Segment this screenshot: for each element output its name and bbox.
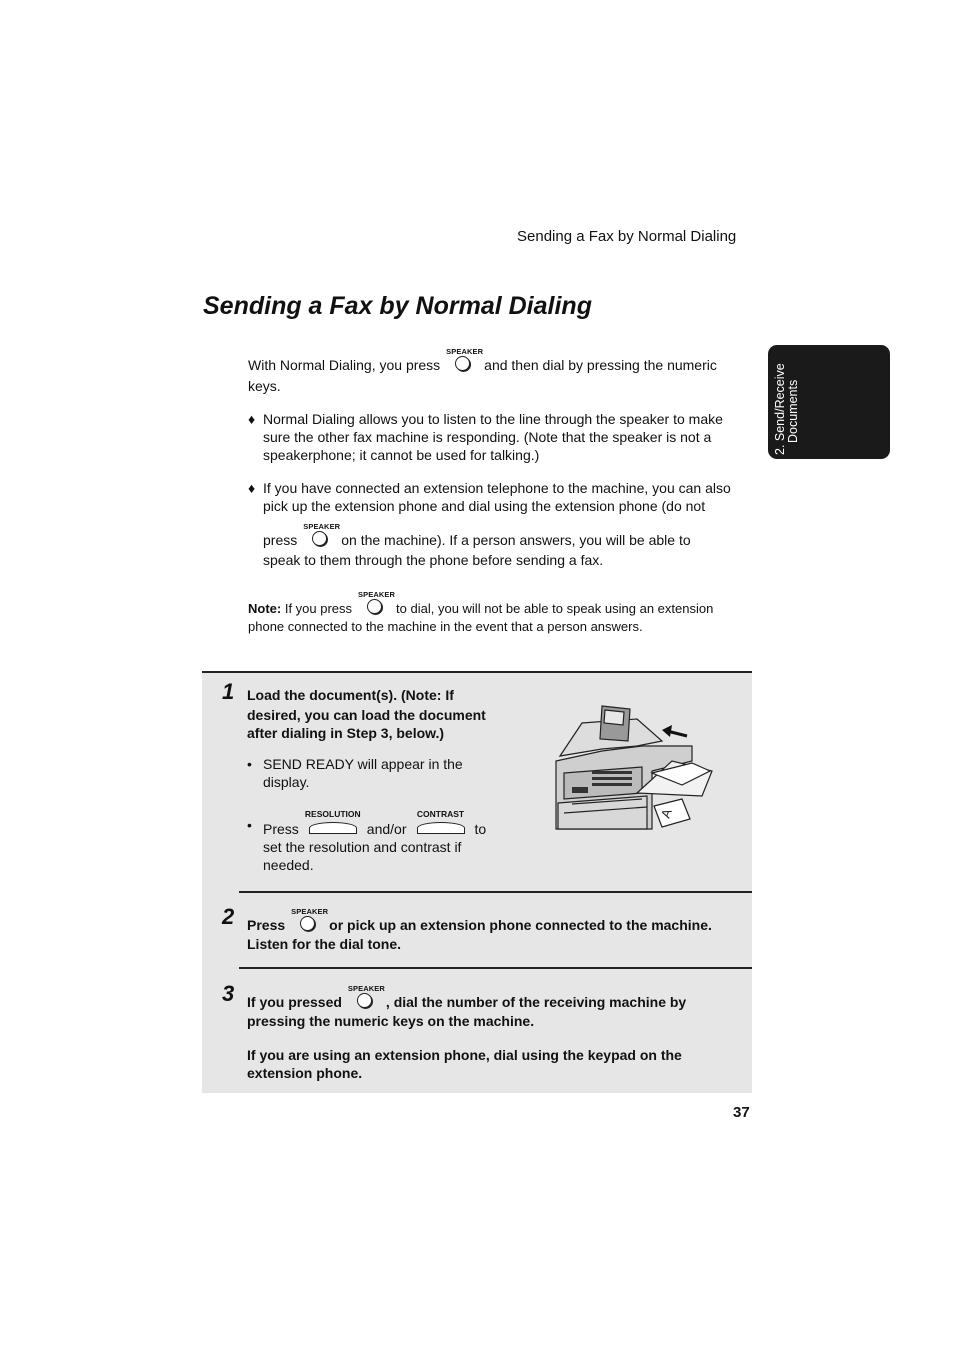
step1-bullet-1: SEND READY will appear in the display.: [263, 756, 463, 790]
step1-bullet-2-cont: set the resolution and contrast if needed.: [263, 839, 462, 873]
step1-bullet-2: Press RESOLUTION and/or CONTRAST to: [263, 809, 487, 837]
steps-panel: [202, 671, 752, 1093]
bullet-item-2: If you have connected an extension telephone to the machine, you can also pick up the extension phone and dial using the extension phone (do not: [263, 480, 731, 514]
speaker-key-icon: SPEAKER: [348, 989, 380, 1011]
speaker-key-icon: SPEAKER: [446, 352, 478, 374]
note: Note: If you press SPEAKER to dial, you will not be able to speak using an extension: [248, 590, 714, 616]
bullet-item-1: Normal Dialing allows you to listen to the line through the speaker to make sure the other fax machine is responding. (Note that the speaker is not a speakerphone; it cannot be used for talking.): [263, 411, 723, 463]
fax-machine-illustration: [542, 701, 722, 831]
page-title: Sending a Fax by Normal Dialing: [203, 292, 592, 320]
step3-paragraph-2: If you are using an extension phone, dial using the keypad on the extension phone.: [247, 1047, 682, 1081]
resolution-key-icon: RESOLUTION: [305, 816, 361, 838]
speaker-key-icon: SPEAKER: [291, 912, 323, 934]
step-number: 2: [222, 904, 235, 929]
divider: [239, 967, 752, 969]
bullet-dot-icon: •: [247, 817, 252, 833]
page-number: 37: [733, 1104, 750, 1121]
speaker-key-icon: SPEAKER: [358, 595, 390, 617]
step-number: 3: [222, 981, 235, 1006]
intro-paragraph: With Normal Dialing, you press SPEAKER and then dial by pressing the numeric: [248, 347, 717, 373]
divider: [202, 671, 752, 673]
chapter-tab: [768, 345, 890, 459]
note-line2: phone connected to the machine in the event that a person answers.: [248, 619, 643, 634]
bullet-item-2-line3: press SPEAKER on the machine). If a person answers, you will be able to: [263, 522, 691, 548]
intro-paragraph-line2: keys.: [248, 378, 281, 394]
contrast-key-icon: CONTRAST: [413, 816, 469, 838]
running-head: Sending a Fax by Normal Dialing: [517, 228, 737, 245]
step2-text: Press SPEAKER or pick up an extension phone connected to the machine.: [247, 907, 712, 933]
divider: [239, 891, 752, 893]
speaker-key-icon: SPEAKER: [303, 527, 335, 549]
bullet-item-2-line4: speak to them through the phone before sending a fax.: [263, 552, 604, 568]
bullet-dot-icon: •: [247, 756, 252, 772]
step-number: 1: [222, 679, 235, 704]
diamond-bullet-icon: ♦: [248, 411, 256, 427]
svg-text:A: A: [657, 806, 675, 821]
step3-text: If you pressed SPEAKER , dial the number of the receiving machine by: [247, 984, 687, 1010]
chapter-tab-label: 2. Send/Receive Documents: [773, 363, 800, 455]
step1-heading: Load the document(s). (Note: If desired, you can load the document after dialing in Step 3, below.): [247, 687, 486, 741]
step3-text-line2: pressing the numeric keys on the machine.: [247, 1013, 535, 1029]
step2-text-line2: Listen for the dial tone.: [247, 936, 402, 952]
diamond-bullet-icon: ♦: [248, 480, 256, 496]
